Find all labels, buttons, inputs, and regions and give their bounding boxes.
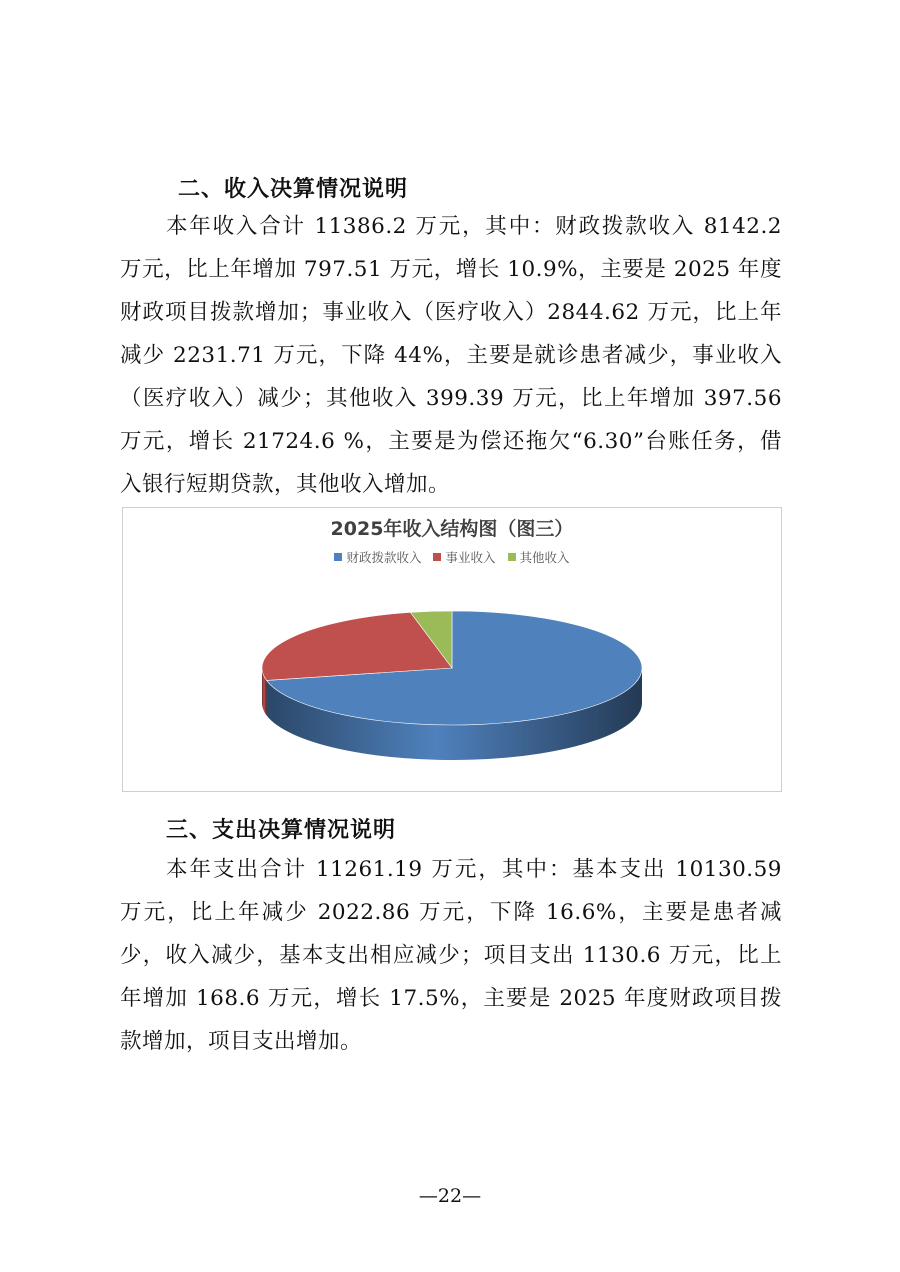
legend-label-business: 事业收入 <box>445 550 496 565</box>
legend-item-business <box>433 548 495 566</box>
chart-legend <box>123 548 781 566</box>
section-heading-expenditure: 三、支出决算情况说明 <box>166 818 397 843</box>
legend-swatch-business <box>433 553 441 561</box>
section-heading-income: 二、收入决算情况说明 <box>178 177 409 202</box>
legend-item-fiscal <box>334 548 421 566</box>
page-number: —22— <box>418 1185 482 1207</box>
income-structure-chart <box>122 507 782 792</box>
legend-swatch-fiscal <box>334 553 342 561</box>
legend-item-other <box>508 548 570 566</box>
legend-label-fiscal: 财政拨款收入 <box>346 550 422 565</box>
legend-label-other: 其他收入 <box>519 550 570 565</box>
legend-swatch-other <box>508 553 516 561</box>
income-paragraph: 本年收入合计 11386.2 万元，其中：财政拨款收入 8142.2 万元，比上年增加 797.51 万元，增长 10.9%，主要是 2025 年度财政项目拨款增加；事业收入（医疗收入）2844.62 万元，比上年减少 2231.71 万元，下降 44%，主要是就诊患者减少，事业收入（医疗收入）减少；其他收入 399.39 万元，比上年增加 397.56 万元，增长 21724.6 %，主要是为偿还拖欠“6.30”台账任务，借入银行短期贷款，其他收入增加。 <box>120 214 782 497</box>
expenditure-paragraph: 本年支出合计 11261.19 万元，其中：基本支出 10130.59 万元，比上年减少 2022.86 万元，下降 16.6%，主要是患者减少，收入减少，基本支出相应减少；项目支出 1130.6 万元，比上年增加 168.6 万元，增长 17.5%，主要是 2025 年度财政项目拨款增加，项目支出增加。 <box>120 857 782 1054</box>
chart-title: 2025年收入结构图（图三） <box>330 518 574 540</box>
